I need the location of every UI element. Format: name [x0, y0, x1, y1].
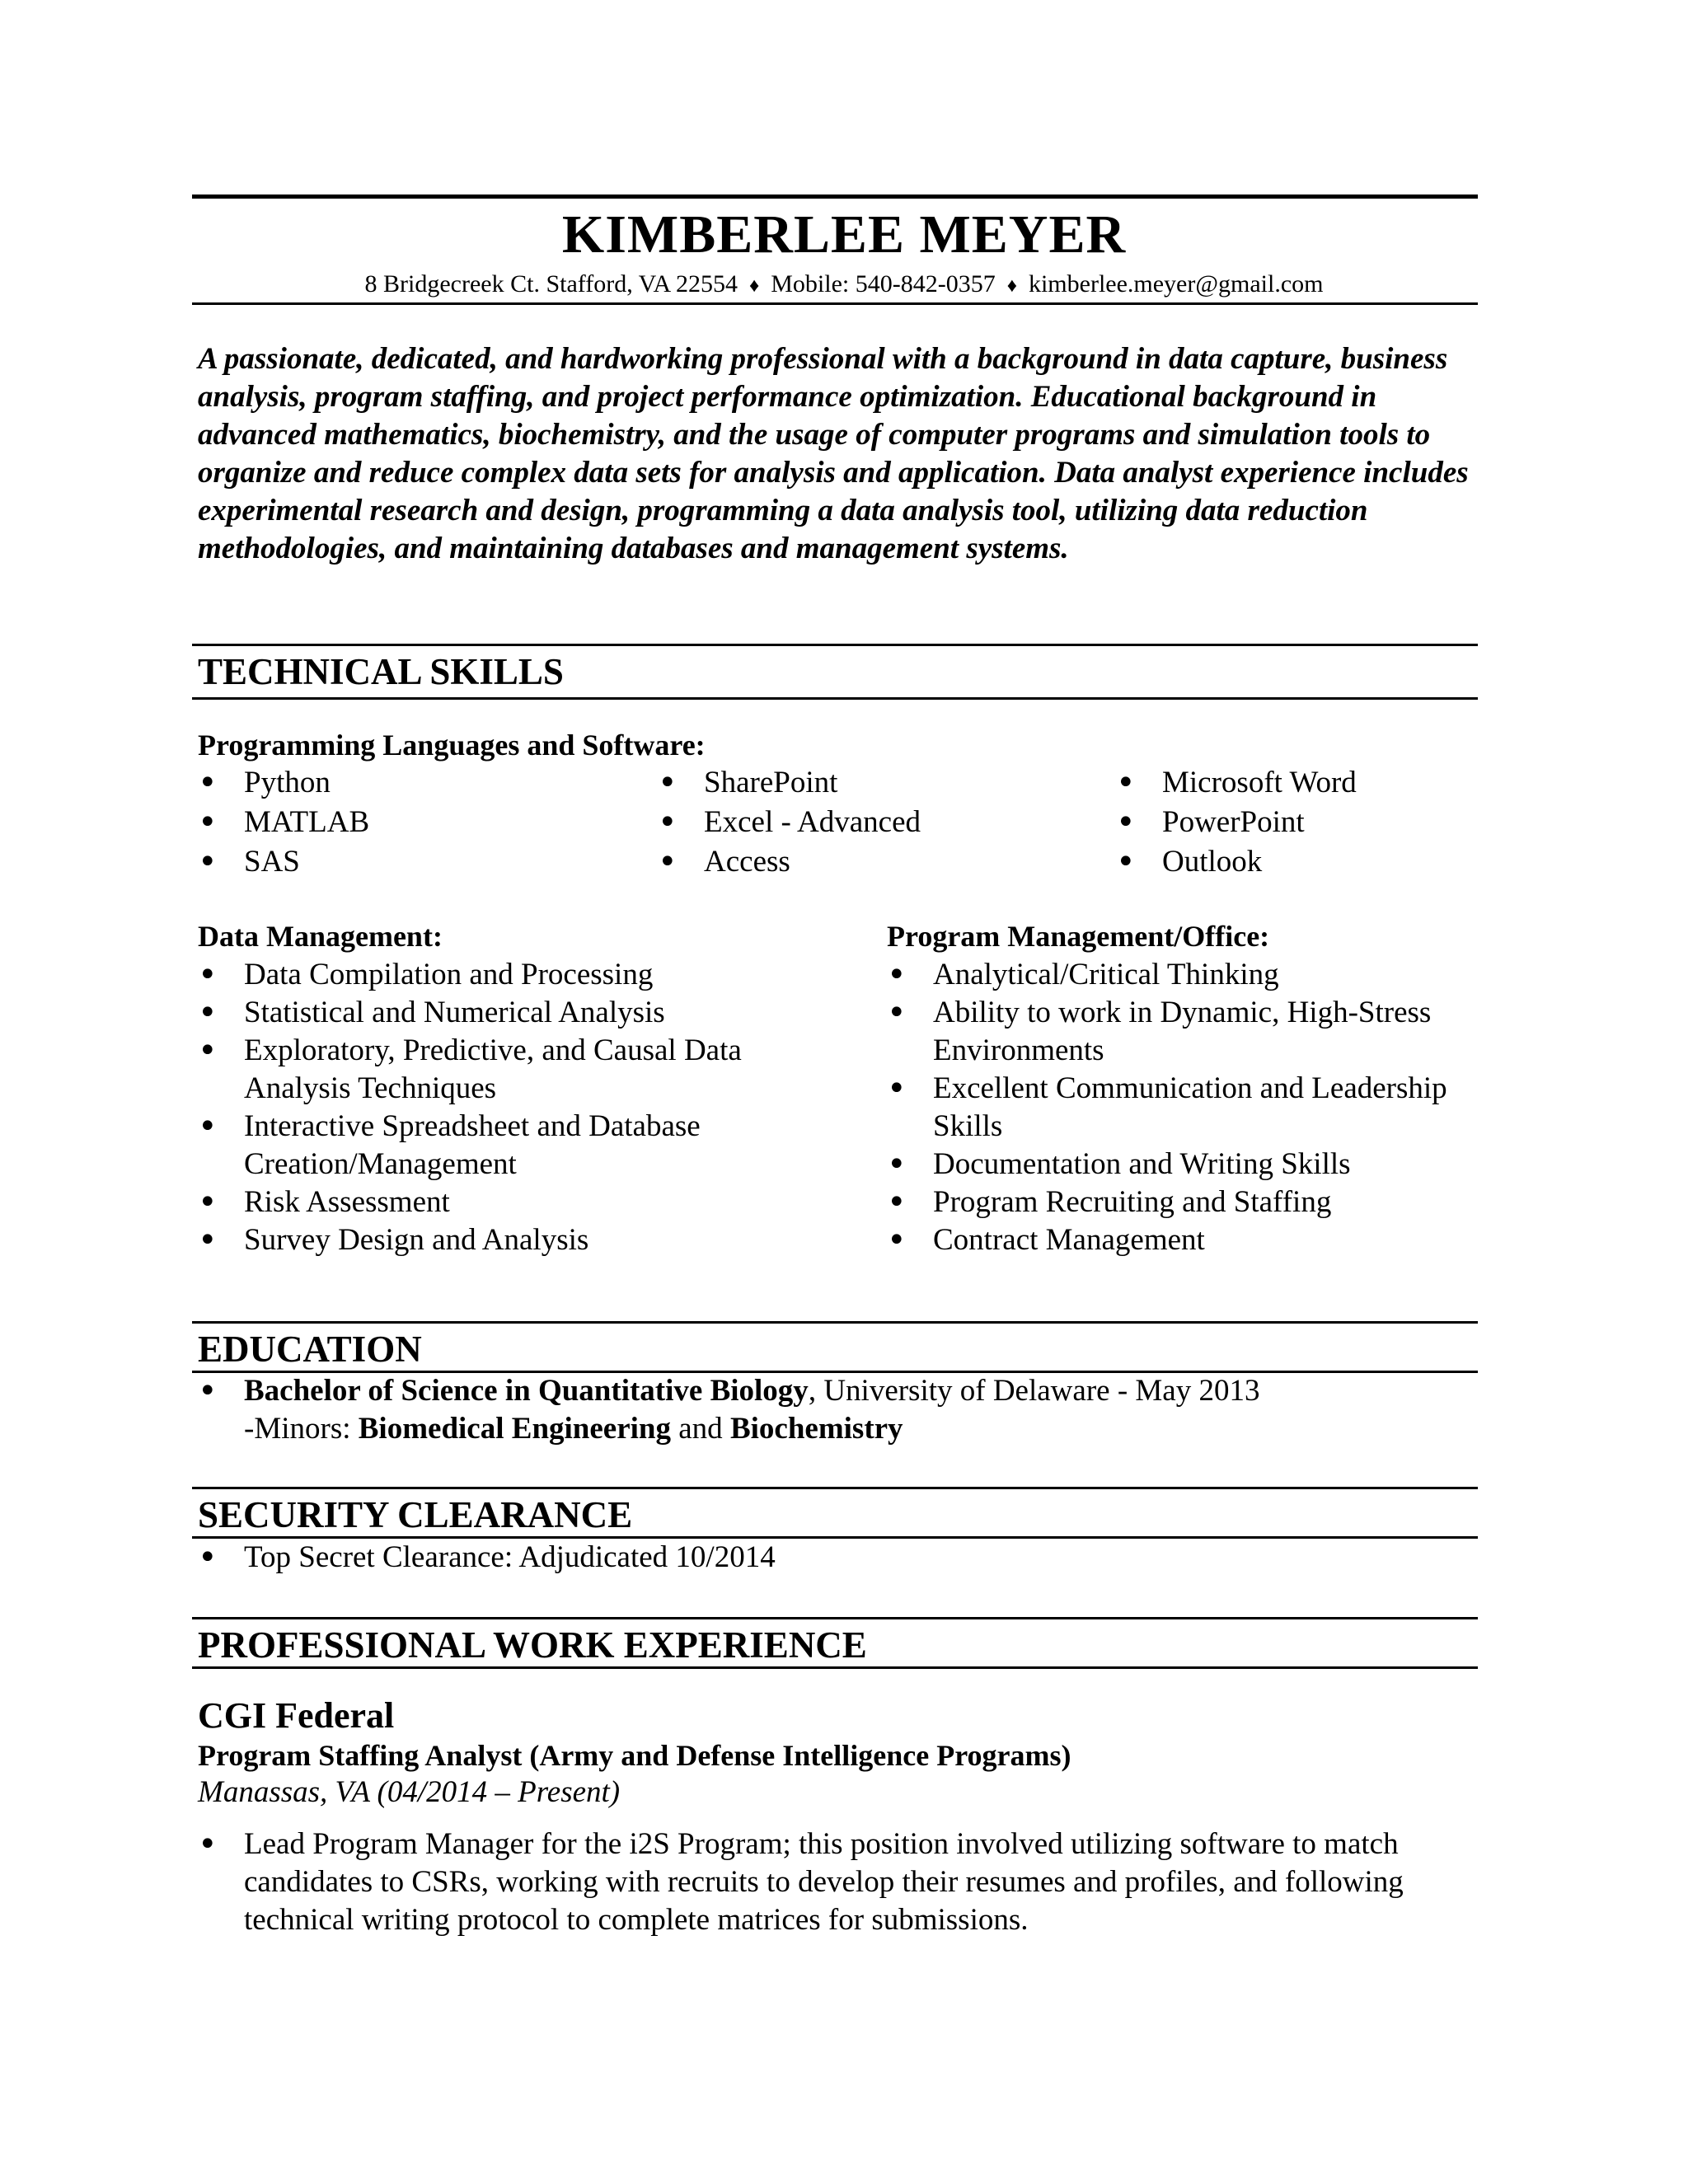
address: 8 Bridgecreek Ct. Stafford, VA 22554	[364, 270, 738, 298]
minor: Biomedical Engineering	[358, 1412, 671, 1446]
diamond-separator-icon: ♦	[748, 275, 760, 297]
section-rule	[192, 697, 1478, 700]
list-item: • SharePoint	[656, 763, 1068, 803]
header-top-rule	[192, 194, 1478, 199]
list-item: • Statistical and Numerical Analysis	[196, 994, 823, 1032]
list-item: • SAS	[196, 842, 608, 882]
list-item: • Contract Management	[885, 1221, 1479, 1259]
job-title: Program Staffing Analyst (Army and Defense Intelligence Programs)	[198, 1739, 1071, 1772]
program-management-list	[885, 956, 1479, 1259]
list-item: • Risk Assessment	[196, 1183, 823, 1221]
list-item: • Analytical/Critical Thinking	[885, 956, 1479, 994]
section-title-work-experience: PROFESSIONAL WORK EXPERIENCE	[198, 1624, 867, 1666]
programming-list-col1	[196, 763, 608, 882]
list-item: • Exploratory, Predictive, and Causal Data Analysis Techniques	[196, 1032, 823, 1108]
list-item: • Microsoft Word	[1114, 763, 1477, 803]
list-item: • Python	[196, 763, 608, 803]
education-entry	[196, 1372, 1474, 1448]
list-item: • Excellent Communication and Leadership Skills	[885, 1070, 1479, 1146]
programming-list-col2	[656, 763, 1068, 882]
programming-list-col3	[1114, 763, 1477, 882]
list-item: • Program Recruiting and Staffing	[885, 1183, 1479, 1221]
section-title-security-clearance: SECURITY CLEARANCE	[198, 1494, 633, 1535]
list-item: • Excel - Advanced	[656, 803, 1068, 842]
section-rule	[192, 1487, 1478, 1489]
list-item: • Ability to work in Dynamic, High-Stress Environments	[885, 994, 1479, 1070]
job-bullets	[196, 1825, 1449, 1939]
list-item: • Survey Design and Analysis	[196, 1221, 823, 1259]
list-item: • Outlook	[1114, 842, 1477, 882]
contact-line	[0, 268, 1688, 302]
section-rule	[192, 1321, 1478, 1324]
candidate-name: KIMBERLEE MEYER	[561, 204, 1127, 265]
job-location-dates: Manassas, VA (04/2014 – Present)	[198, 1775, 621, 1809]
list-item: • PowerPoint	[1114, 803, 1477, 842]
minors-and: and	[671, 1412, 730, 1446]
list-item: • Documentation and Writing Skills	[885, 1146, 1479, 1183]
section-title-education: EDUCATION	[198, 1329, 422, 1370]
list-item: • Interactive Spreadsheet and Database Creation/Management	[196, 1108, 823, 1183]
security-list	[196, 1538, 1474, 1577]
section-rule	[192, 644, 1478, 646]
education-list	[196, 1372, 1474, 1448]
program-management-heading: Program Management/Office:	[887, 920, 1270, 953]
list-item: • Data Compilation and Processing	[196, 956, 823, 994]
degree: Bachelor of Science in Quantitative Biology	[244, 1374, 809, 1408]
professional-summary: A passionate, dedicated, and hardworking professional with a background in data capture, business analysis, program staffing, and project performance optimization. Educational background in advanced mathematics, biochemistry, and the usage of computer programs and simulation tools to organize and reduce complex data sets for analysis and application. Data analyst experience includes experimental research and design, programming a data analysis tool, utilizing data reduction methodologies, and maintaining databases and management systems.	[198, 342, 1469, 565]
section-rule	[192, 1617, 1478, 1619]
minors-prefix: -Minors:	[244, 1412, 359, 1446]
programming-heading: Programming Languages and Software:	[198, 729, 706, 762]
list-item: • Top Secret Clearance: Adjudicated 10/2014	[196, 1538, 1474, 1577]
diamond-separator-icon: ♦	[1006, 275, 1017, 297]
list-item: • Access	[656, 842, 1068, 882]
company-name: CGI Federal	[198, 1695, 395, 1736]
data-management-heading: Data Management:	[198, 920, 443, 953]
list-item: • MATLAB	[196, 803, 608, 842]
section-rule	[192, 1666, 1478, 1669]
header-bottom-rule	[192, 302, 1478, 305]
section-title-technical-skills: TECHNICAL SKILLS	[198, 651, 564, 692]
minor: Biochemistry	[729, 1412, 903, 1446]
mobile-number: Mobile: 540-842-0357	[771, 270, 996, 298]
school: , University of Delaware - May 2013	[808, 1374, 1260, 1408]
data-management-list	[196, 956, 823, 1259]
list-item: • Lead Program Manager for the i2S Program; this position involved utilizing software to match candidates to CSRs, working with recruits to develop their resumes and profiles, and following technical writing protocol to complete matrices for submissions.	[196, 1825, 1449, 1939]
email-address: kimberlee.meyer@gmail.com	[1028, 270, 1324, 298]
